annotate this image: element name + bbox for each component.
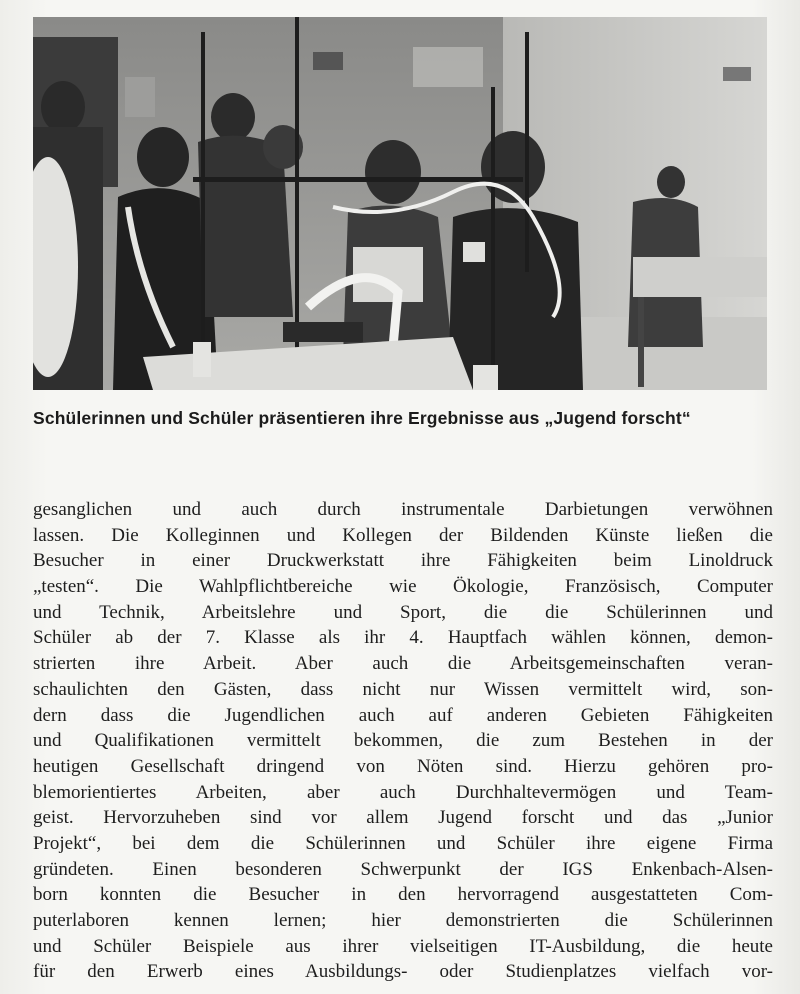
article-line: gründeten. Einen besonderen Schwerpunkt der IGS Enkenbach-Alsen- — [33, 858, 773, 880]
article-line: born konnten die Besucher in den hervorragend ausgestatteten Com- — [33, 884, 773, 906]
article-line: schaulichten den Gästen, dass nicht nur Wissen vermittelt wird, son- — [33, 678, 773, 700]
article-line: gesanglichen und auch durch instrumentale Darbietungen verwöhnen — [33, 499, 773, 520]
article-line: und Technik, Arbeitslehre und Sport, die die Schülerinnen und — [33, 601, 773, 623]
article-line: Projekt“, bei dem die Schülerinnen und Schüler ihre eigene Firma — [33, 832, 773, 854]
article-line: heutigen Gesellschaft dringend von Nöten sind. Hierzu gehören pro- — [33, 755, 773, 777]
article-line: und Qualifikationen vermittelt bekommen, die zum Bestehen in der — [33, 730, 773, 752]
article-line: Schüler ab der 7. Klasse als ihr 4. Hauptfach wählen können, demon- — [33, 627, 773, 649]
article-line: puterlaboren kennen lernen; hier demonstrierten die Schülerinnen — [33, 910, 773, 931]
article-line: dern dass die Jugendlichen auch auf anderen Gebieten Fähigkeiten — [33, 704, 773, 726]
article-line: und Schüler Beispiele aus ihrer vielseitigen IT-Ausbildung, die heute — [33, 935, 773, 957]
article-line: blemorientiertes Arbeiten, aber auch Durchhaltevermögen und Team- — [33, 781, 773, 803]
classroom-photo — [33, 17, 767, 390]
article-line: lassen. Die Kolleginnen und Kollegen der Bildenden Künste ließen die — [33, 524, 773, 546]
article-line: Besucher in einer Druckwerkstatt ihre Fähigkeiten beim Linoldruck — [33, 550, 773, 572]
article-line: für den Erwerb eines Ausbildungs- oder Studienplatzes vielfach vor- — [33, 961, 773, 983]
photo-classroom-icon — [33, 17, 767, 390]
article-line: geist. Hervorzuheben sind vor allem Jugend forscht und das „Junior — [33, 807, 773, 829]
article-line: „testen“. Die Wahlpflichtbereiche wie Ökologie, Französisch, Computer — [33, 576, 773, 598]
article-line: strierten ihre Arbeit. Aber auch die Arbeitsgemeinschaften veran- — [33, 653, 773, 675]
photo-caption: Schülerinnen und Schüler präsentieren ihre Ergebnisse aus „Jugend forscht“ — [33, 408, 691, 428]
article-body — [33, 497, 773, 985]
